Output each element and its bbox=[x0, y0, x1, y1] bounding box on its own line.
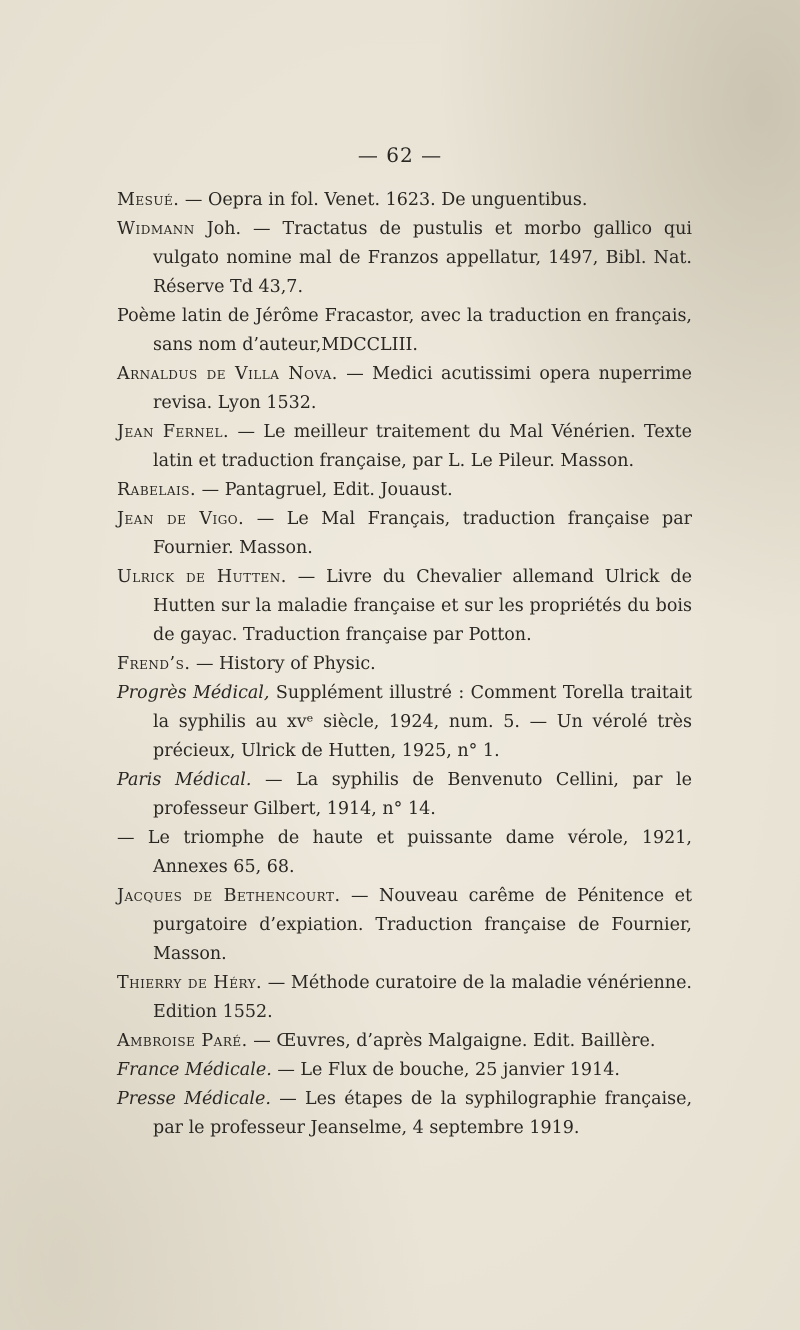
bibliography-entry bbox=[117, 302, 692, 360]
entry-author: Jean de Vigo. bbox=[117, 509, 245, 529]
entry-author: Progrès Médical, bbox=[117, 683, 270, 703]
entry-text: — Œuvres, d’après Malgaigne. Edit. Baillère. bbox=[247, 1031, 656, 1051]
entry-author: Paris Médical. bbox=[117, 770, 252, 790]
bibliography-entry bbox=[117, 563, 692, 650]
entry-text: — Nouveau carême de Pénitence et purgatoire d’expiation. Traduction française de Fournier, Masson. bbox=[153, 886, 692, 964]
bibliography-entry bbox=[117, 679, 692, 766]
entry-text: — Les étapes de la syphilographie française, par le professeur Jeanselme, 4 septembre 1919. bbox=[153, 1089, 693, 1138]
entry-text: — History of Physic. bbox=[190, 654, 376, 674]
entry-author: Widmann bbox=[117, 219, 195, 239]
entry-author: France Médicale. bbox=[117, 1060, 272, 1080]
bibliography-entry bbox=[117, 1027, 692, 1056]
entry-text: Supplément illustré : Comment Torella traitait la syphilis au xvᵉ siècle, 1924, num. 5. — Un vérolé très précieux, Ulrick de Hutten, 1925, n° 1. bbox=[153, 683, 692, 761]
bibliography-entry bbox=[117, 505, 692, 563]
entry-text: — Le Flux de bouche, 25 janvier 1914. bbox=[271, 1060, 620, 1080]
entry-text: — La syphilis de Benvenuto Cellini, par le professeur Gilbert, 1914, n° 14. bbox=[153, 770, 692, 819]
entry-author: Rabelais. bbox=[117, 480, 197, 500]
bibliography-entry bbox=[117, 969, 692, 1027]
bibliography-entry bbox=[117, 360, 692, 418]
bibliography-entry bbox=[117, 186, 692, 215]
entry-text: — Medici acutissimi opera nuperrime revisa. Lyon 1532. bbox=[153, 364, 692, 413]
entry-author: Jacques de Bethencourt. bbox=[117, 886, 341, 906]
entry-text: — Le triomphe de haute et puissante dame vérole, 1921, Annexes 65, 68. bbox=[117, 828, 692, 877]
entry-text: — Le Mal Français, traduction française par Fournier. Masson. bbox=[153, 509, 693, 558]
entry-author: Mesué. bbox=[117, 190, 180, 210]
entry-text: — Méthode curatoire de la maladie vénérienne. Edition 1552. bbox=[153, 973, 692, 1022]
bibliography-entry bbox=[117, 476, 692, 505]
entry-author: Jean Fernel. bbox=[117, 422, 230, 442]
bibliography-entry bbox=[117, 215, 692, 302]
bibliography-entry bbox=[117, 766, 692, 824]
entry-text: — Pantagruel, Edit. Jouaust. bbox=[196, 480, 453, 500]
bibliography-entry bbox=[117, 1056, 692, 1085]
entry-author: Frend’s. bbox=[117, 654, 191, 674]
bibliography-list bbox=[117, 186, 692, 1143]
bibliography-entry bbox=[117, 418, 692, 476]
entry-author: Ambroise Paré. bbox=[117, 1031, 248, 1051]
bibliography-entry bbox=[117, 650, 692, 679]
entry-text: — Le meilleur traitement du Mal Vénérien. Texte latin et traduction française, par L. Le Pileur. Masson. bbox=[153, 422, 692, 471]
entry-text: — Livre du Chevalier allemand Ulrick de Hutten sur la maladie française et sur les propriétés du bois de gayac. Traduction française par Potton. bbox=[153, 567, 692, 645]
entry-text: Joh. — Tractatus de pustulis et morbo gallico qui vulgato nomine mal de Franzos appellatur, 1497, Bibl. Nat. Réserve Td 43,7. bbox=[153, 219, 692, 297]
entry-text: Poème latin de Jérôme Fracastor, avec la traduction en français, sans nom d’auteur,MDCCLIII. bbox=[117, 306, 692, 355]
bibliography-entry bbox=[117, 1085, 692, 1143]
bibliography-entry bbox=[117, 824, 692, 882]
entry-author: Ulrick de Hutten. bbox=[117, 567, 287, 587]
entry-author: Presse Médicale. bbox=[117, 1089, 271, 1109]
entry-text: — Oepra in fol. Venet. 1623. De unguentibus. bbox=[179, 190, 588, 210]
entry-author: Thierry de Héry. bbox=[117, 973, 263, 993]
page-number: — 62 — bbox=[357, 143, 443, 167]
entry-author: Arnaldus de Villa Nova. bbox=[117, 364, 338, 384]
bibliography-entry bbox=[117, 882, 692, 969]
